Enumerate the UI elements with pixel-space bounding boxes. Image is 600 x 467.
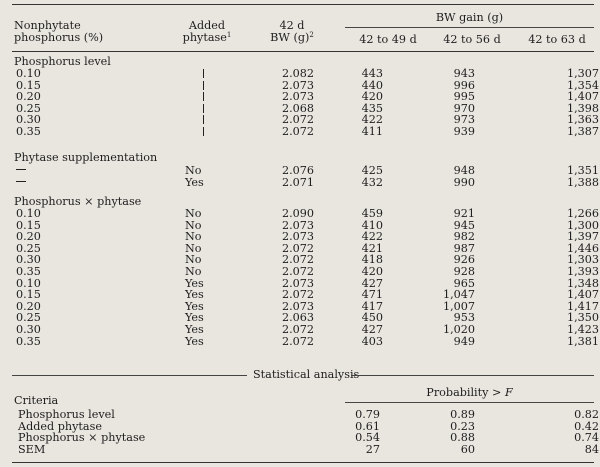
- probability-value: 0.54: [355, 431, 380, 445]
- phosphorus-value: 0.25: [16, 241, 41, 255]
- bw-value: 2.072: [281, 334, 314, 348]
- g56-value: 965: [453, 276, 475, 290]
- phytase-value: No: [185, 164, 202, 177]
- g49-value: 432: [361, 175, 383, 189]
- section-phosphorus-level: Phosphorus level: [14, 55, 111, 68]
- stats-g63-col: [561, 409, 599, 455]
- criteria-name: Phosphorus × phytase: [18, 431, 146, 445]
- phosphorus-col: [16, 165, 76, 188]
- dash-mark: [16, 165, 76, 177]
- g56-value: 996: [453, 78, 475, 92]
- g49-value: 440: [361, 78, 383, 92]
- bw-col: [262, 68, 314, 138]
- g56-value: 939: [453, 124, 475, 138]
- stats-g56-col: [440, 409, 475, 455]
- g63-col: [560, 208, 599, 347]
- stats-title: Statistical analysis: [253, 368, 360, 381]
- phosphorus-value: 0.10: [16, 207, 41, 220]
- g63-value: 1,307: [566, 67, 599, 80]
- phosphorus-value: 0.15: [16, 78, 41, 92]
- bw-value: 2.071: [281, 175, 314, 189]
- g56-value: 945: [453, 218, 475, 232]
- g49-value: 403: [361, 334, 383, 348]
- stats-probability-label: Probability > F: [426, 386, 513, 399]
- phytase-value: Yes: [185, 322, 204, 336]
- bw-value: 2.072: [281, 253, 314, 267]
- g63-value: 1,417: [566, 299, 599, 313]
- gain-group-rule: [345, 27, 594, 28]
- g56-value: 928: [453, 264, 475, 278]
- probability-value: 0.88: [450, 431, 475, 445]
- g63-value: 1,381: [566, 334, 599, 348]
- top-rule: [12, 4, 594, 5]
- phosphorus-value: 0.35: [16, 124, 41, 138]
- g63-value: 1,363: [566, 113, 599, 127]
- stats-rule-left: [12, 375, 247, 376]
- probability-value: 0.61: [355, 419, 380, 433]
- phytase-col: [185, 165, 225, 188]
- stats-probability-rule: [345, 402, 594, 403]
- phytase-value: No: [185, 253, 202, 267]
- g56-value: 973: [453, 113, 475, 127]
- g63-col: [560, 68, 599, 138]
- bw-value: 2.076: [281, 164, 314, 177]
- phytase-value: No: [185, 264, 202, 278]
- phosphorus-value: 0.20: [16, 299, 41, 313]
- bw-value: 2.072: [281, 113, 314, 127]
- g63-value: 1,266: [566, 207, 599, 220]
- g49-value: 435: [361, 101, 383, 115]
- g56-value: 995: [453, 90, 475, 104]
- stats-rule-right: [351, 375, 594, 376]
- probability-value: 0.89: [450, 408, 475, 421]
- g63-value: 1,387: [566, 124, 599, 138]
- g56-value: 987: [453, 241, 475, 255]
- g56-value: 948: [453, 164, 475, 177]
- g56-col: [440, 68, 475, 138]
- dash-mark: [185, 126, 225, 138]
- g63-value: 1,398: [566, 101, 599, 115]
- bw-value: 2.072: [281, 264, 314, 278]
- g56-value: 943: [453, 67, 475, 80]
- dash-mark: [185, 114, 225, 126]
- criteria-name: Phosphorus level: [18, 408, 115, 421]
- section-phytase-supplementation: Phytase supplementation: [14, 151, 158, 164]
- g63-value: 1,300: [566, 218, 599, 232]
- phosphorus-col: [16, 208, 76, 347]
- g63-value: 1,303: [566, 253, 599, 267]
- phosphorus-value: 0.25: [16, 311, 41, 325]
- g63-value: 1,407: [566, 288, 599, 302]
- g49-value: 425: [361, 164, 383, 177]
- phosphorus-value: 0.15: [16, 288, 41, 302]
- header-rule: [12, 51, 594, 52]
- phytase-value: Yes: [185, 311, 204, 325]
- phosphorus-value: 0.25: [16, 101, 41, 115]
- criteria-col: [18, 409, 218, 455]
- header-gain-49: 42 to 49 d: [359, 33, 417, 46]
- g56-value: 949: [453, 334, 475, 348]
- bw-value: 2.073: [281, 218, 314, 232]
- g49-value: 418: [361, 253, 383, 267]
- g63-value: 1,350: [566, 311, 599, 325]
- phytase-col: [185, 68, 225, 138]
- header-gain-56: 42 to 56 d: [443, 33, 501, 46]
- g49-value: 471: [361, 288, 383, 302]
- phytase-value: No: [185, 207, 202, 220]
- criteria-name: Added phytase: [18, 419, 102, 433]
- bw-value: 2.073: [281, 299, 314, 313]
- phytase-value: Yes: [185, 334, 204, 348]
- stats-criteria-label: Criteria: [14, 394, 59, 407]
- g56-value: 953: [453, 311, 475, 325]
- g49-value: 427: [361, 322, 383, 336]
- header-added-phytase: Added phytase$^1$: [182, 19, 232, 44]
- bw-value: 2.072: [281, 241, 314, 255]
- phytase-value: Yes: [185, 299, 204, 313]
- g56-value: 921: [453, 207, 475, 220]
- g49-value: 427: [361, 276, 383, 290]
- phytase-value: No: [185, 230, 202, 244]
- probability-value: 0.79: [355, 408, 380, 421]
- g56-value: 1,007: [442, 299, 475, 313]
- g63-value: 1,446: [566, 241, 599, 255]
- bw-value: 2.073: [281, 78, 314, 92]
- phosphorus-value: 0.20: [16, 230, 41, 244]
- bw-value: 2.072: [281, 322, 314, 336]
- phytase-value: No: [185, 241, 202, 255]
- bw-col: [262, 165, 314, 188]
- g49-value: 421: [361, 241, 383, 255]
- g49-value: 420: [361, 90, 383, 104]
- probability-value: 84: [584, 442, 599, 456]
- criteria-name: SEM: [18, 442, 46, 456]
- section-interaction: Phosphorus × phytase: [14, 195, 142, 208]
- phosphorus-value: 0.35: [16, 334, 41, 348]
- g49-value: 420: [361, 264, 383, 278]
- g56-col: [440, 165, 475, 188]
- g56-value: 990: [453, 175, 475, 189]
- bw-value: 2.068: [281, 101, 314, 115]
- bw-value: 2.073: [281, 230, 314, 244]
- bw-value: 2.063: [281, 311, 314, 325]
- phosphorus-value: 0.20: [16, 90, 41, 104]
- g63-value: 1,397: [566, 230, 599, 244]
- phytase-value: Yes: [185, 276, 204, 290]
- g56-value: 926: [453, 253, 475, 267]
- bw-value: 2.082: [281, 67, 314, 80]
- phosphorus-value: 0.15: [16, 218, 41, 232]
- g49-value: 459: [361, 207, 383, 220]
- probability-value: 60: [460, 442, 475, 456]
- phosphorus-value: 0.10: [16, 276, 41, 290]
- g56-col: [440, 208, 475, 347]
- stats-g49-col: [348, 409, 380, 455]
- dash-mark: [185, 103, 225, 115]
- bw-value: 2.090: [281, 207, 314, 220]
- g63-value: 1,407: [566, 90, 599, 104]
- g49-col: [351, 68, 383, 138]
- g63-value: 1,388: [566, 175, 599, 189]
- dash-mark: [185, 80, 225, 92]
- g56-value: 1,020: [442, 322, 475, 336]
- g63-value: 1,423: [566, 322, 599, 336]
- g56-value: 1,047: [442, 288, 475, 302]
- header-42d-bw: 42 d BW $(g)^2$: [270, 19, 314, 44]
- g49-col: [351, 165, 383, 188]
- probability-value: 0.42: [574, 419, 599, 433]
- phosphorus-value: 0.10: [16, 67, 41, 80]
- bw-value: 2.073: [281, 90, 314, 104]
- dash-mark: [185, 68, 225, 80]
- g63-value: 1,393: [566, 264, 599, 278]
- probability-value: 27: [365, 442, 380, 456]
- bw-col: [262, 208, 314, 347]
- g63-value: 1,348: [566, 276, 599, 290]
- phytase-col: [185, 208, 225, 347]
- phosphorus-value: 0.30: [16, 113, 41, 127]
- bw-value: 2.072: [281, 288, 314, 302]
- g49-value: 443: [361, 67, 383, 80]
- probability-value: 0.74: [574, 431, 599, 445]
- dash-mark: [16, 177, 76, 189]
- header-gain-63: 42 to 63 d: [528, 33, 586, 46]
- phytase-value: Yes: [185, 288, 204, 302]
- g56-value: 970: [453, 101, 475, 115]
- bottom-rule: [12, 462, 594, 463]
- g49-value: 411: [361, 124, 383, 138]
- phosphorus-value: 0.35: [16, 264, 41, 278]
- g63-value: 1,354: [566, 78, 599, 92]
- phosphorus-col: [16, 68, 76, 138]
- phytase-value: Yes: [185, 175, 204, 189]
- g49-value: 450: [361, 311, 383, 325]
- probability-value: 0.23: [450, 419, 475, 433]
- g63-col: [560, 165, 599, 188]
- bw-value: 2.073: [281, 276, 314, 290]
- g49-col: [351, 208, 383, 347]
- bw-value: 2.072: [281, 124, 314, 138]
- g49-value: 422: [361, 230, 383, 244]
- phytase-value: No: [185, 218, 202, 232]
- probability-value: 0.82: [574, 408, 599, 421]
- g56-value: 982: [453, 230, 475, 244]
- g63-value: 1,351: [566, 164, 599, 177]
- g49-value: 417: [361, 299, 383, 313]
- phosphorus-value: 0.30: [16, 253, 41, 267]
- dash-mark: [185, 91, 225, 103]
- phosphorus-value: 0.30: [16, 322, 41, 336]
- header-bw-gain: BW gain (g): [435, 11, 504, 24]
- g49-value: 422: [361, 113, 383, 127]
- g49-value: 410: [361, 218, 383, 232]
- header-nonphytate: Nonphytate phosphorus (%): [14, 19, 104, 44]
